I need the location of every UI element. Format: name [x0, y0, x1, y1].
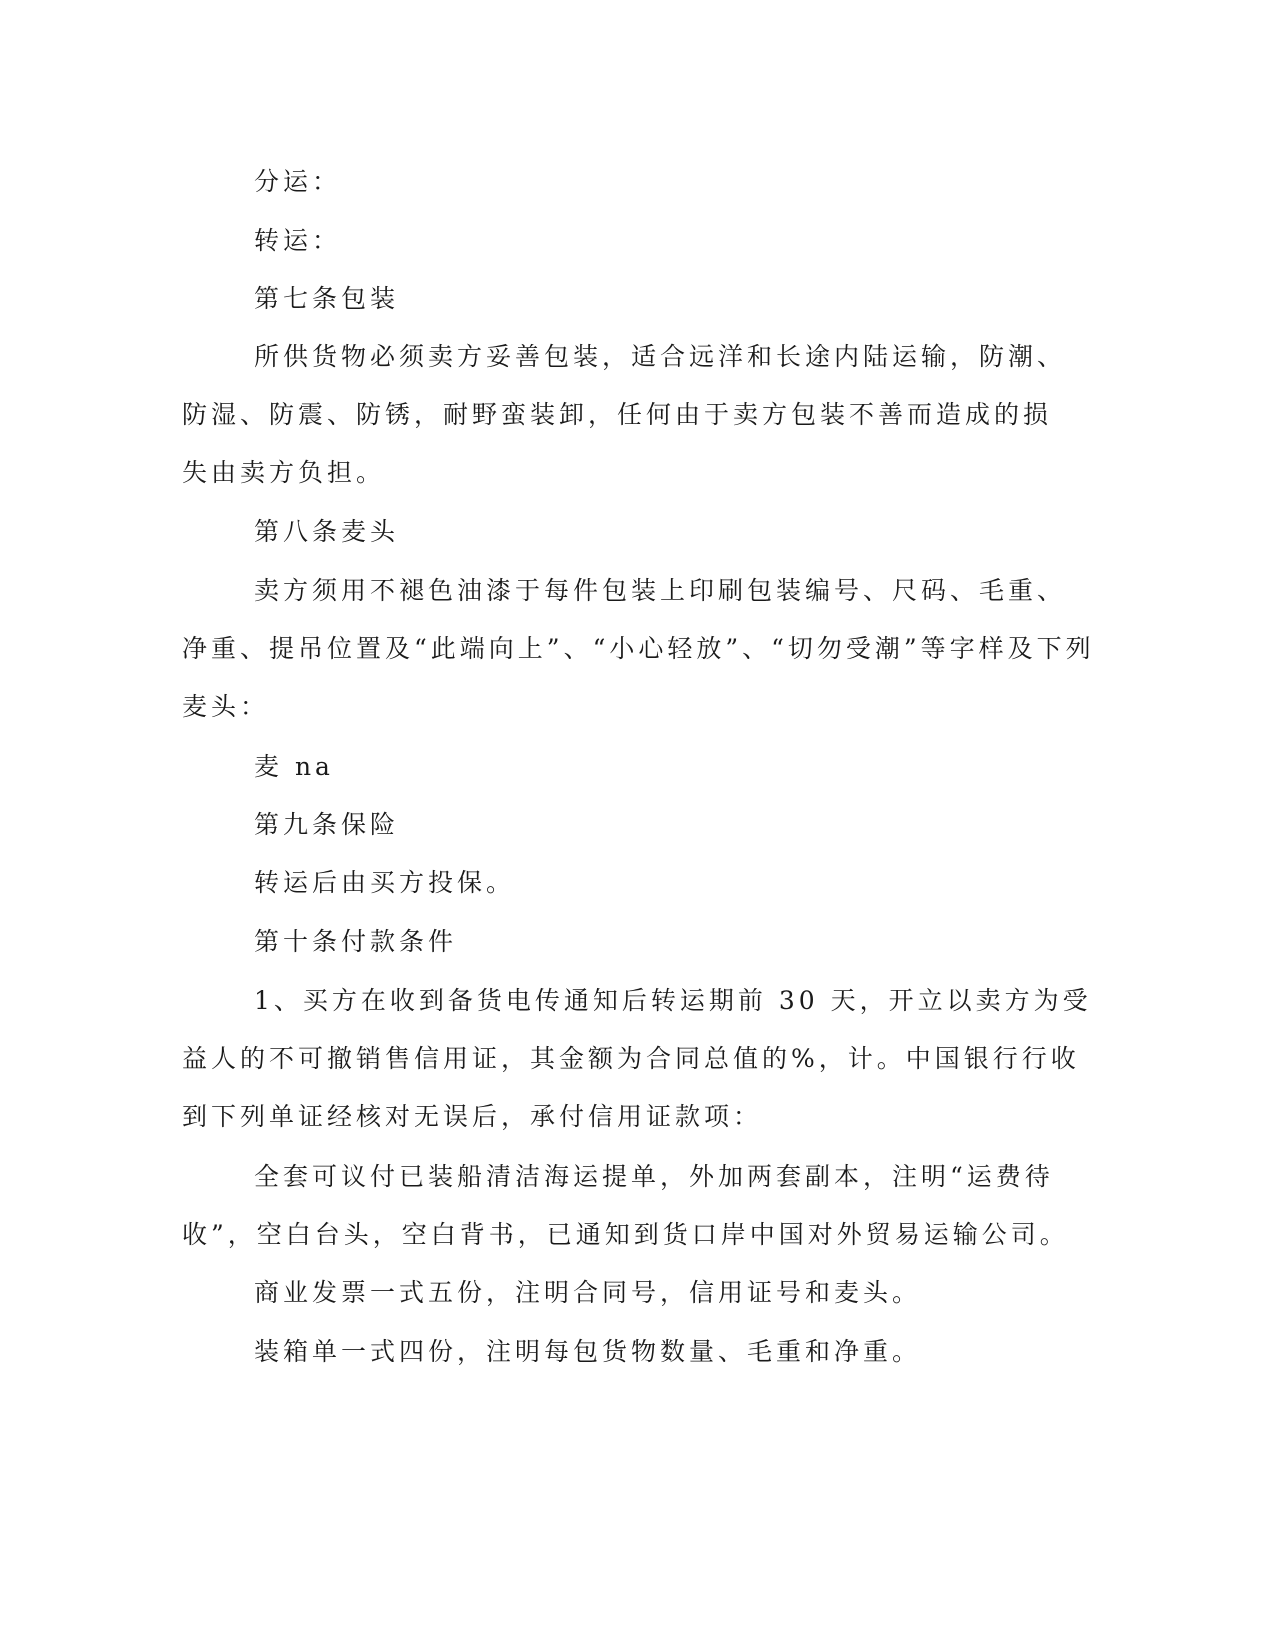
- paragraph-line: 商业发票一式五份，注明合同号，信用证号和麦头。: [254, 1278, 922, 1307]
- paragraph-line: 卖方须用不褪色油漆于每件包装上印刷包装编号、尺码、毛重、: [254, 576, 1067, 605]
- section-heading-packing: 第七条包装: [254, 284, 400, 313]
- paragraph-line: 麦头：: [182, 692, 270, 721]
- paragraph-line: 益人的不可撤销售信用证，其金额为合同总值的%，计。中国银行行收: [182, 1044, 1080, 1073]
- section-heading-shipping-mark: 第八条麦头: [254, 517, 400, 546]
- paragraph-line: 1、买方在收到备货电传通知后转运期前 30 天，开立以卖方为受: [254, 986, 1092, 1015]
- section-heading-insurance: 第九条保险: [254, 810, 400, 839]
- text-line-fenyun: 分运：: [254, 167, 342, 196]
- section-heading-payment: 第十条付款条件: [254, 927, 458, 956]
- paragraph-line: 净重、提吊位置及“此端向上”、“小心轻放”、“切勿受潮”等字样及下列: [182, 634, 1095, 663]
- paragraph-line: 防湿、防震、防锈，耐野蛮装卸，任何由于卖方包装不善而造成的损: [182, 400, 1053, 429]
- text-line-zhuanyun: 转运：: [254, 226, 342, 255]
- paragraph-line: 收”，空白台头，空白背书，已通知到货口岸中国对外贸易运输公司。: [182, 1220, 1069, 1249]
- shipping-mark-value: 麦 na: [254, 752, 334, 781]
- paragraph-line: 所供货物必须卖方妥善包装，适合远洋和长途内陆运输，防潮、: [254, 342, 1067, 371]
- paragraph-line: 装箱单一式四份，注明每包货物数量、毛重和净重。: [254, 1337, 922, 1366]
- paragraph-line: 全套可议付已装船清洁海运提单，外加两套副本，注明“运费待: [254, 1162, 1054, 1191]
- paragraph-line: 失由卖方负担。: [182, 458, 386, 487]
- paragraph-line: 到下列单证经核对无误后，承付信用证款项：: [182, 1102, 763, 1131]
- paragraph-line: 转运后由买方投保。: [254, 868, 516, 897]
